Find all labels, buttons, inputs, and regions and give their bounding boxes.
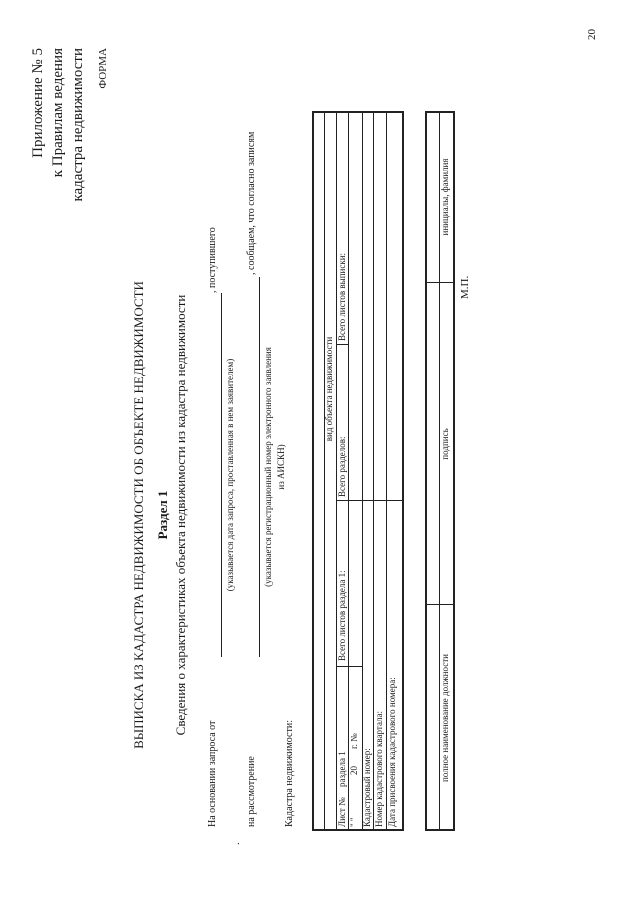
total-sheets-section-label: Всего листов раздела 1: xyxy=(337,570,347,661)
form-label: ФОРМА xyxy=(97,48,109,89)
date-blank-line xyxy=(221,293,222,657)
table-divider-b xyxy=(336,500,404,501)
date-hint: (указывается дата запроса, проставленная в нем заявителем) xyxy=(225,358,235,592)
year-number-label: г. № xyxy=(349,733,359,749)
cadastral-number-label: Кадастровый номер: xyxy=(362,748,372,827)
sheet-no-label: Лист № xyxy=(337,797,347,827)
table-divider-c xyxy=(336,344,348,345)
reg-hint-line-2: из АИСКН) xyxy=(276,444,286,490)
date-quotes: " " xyxy=(349,817,359,827)
table-divider-a xyxy=(336,666,362,667)
section-heading: Раздел 1 xyxy=(155,490,170,540)
name-label: инициалы, фамилия xyxy=(440,158,450,236)
review-label: на рассмотрение xyxy=(246,756,257,827)
basis-label: На основании запроса от xyxy=(207,720,218,827)
total-sheets-extract-label: Всего листов выписки: xyxy=(337,252,347,341)
cadastre-label: Кадастра недвижимости: xyxy=(284,720,295,827)
object-type-label: вид объекта недвижимости xyxy=(324,336,334,442)
section-ref-label: раздела 1 xyxy=(337,751,347,787)
signature-label: подпись xyxy=(440,428,450,460)
position-label: полное наименование должности xyxy=(440,654,450,782)
page-number: 20 xyxy=(586,29,598,40)
appendix-line-2: к Правилам ведения xyxy=(50,48,66,178)
margin-dot: . xyxy=(230,842,242,845)
stamp-mark: М.П. xyxy=(459,275,471,299)
basis-suffix: , поступившего xyxy=(207,227,218,293)
total-sections-label: Всего разделов: xyxy=(337,436,347,497)
assignment-date-label: Дата присвоения кадастрового номера: xyxy=(387,677,397,827)
table-rule-4 xyxy=(362,111,363,831)
reg-number-blank-line xyxy=(259,277,260,657)
section-subheading: Сведения о характеристиках объекта недвижимости из кадастра недвижимости xyxy=(173,294,188,736)
document-title: ВЫПИСКА ИЗ КАДАСТРА НЕДВИЖИМОСТИ ОБ ОБЪЕКТЕ НЕДВИЖИМОСТИ xyxy=(131,281,146,749)
table-rule-3 xyxy=(348,111,349,831)
cadastral-quarter-label: Номер кадастрового квартала: xyxy=(374,711,384,827)
appendix-line-1: Приложение № 5 xyxy=(30,48,46,158)
reg-hint-line-1: (указывается регистрационный номер электронного заявления xyxy=(263,347,273,587)
year-prefix: 20 xyxy=(349,766,359,775)
review-suffix: , сообщаем, что согласно записям xyxy=(246,131,257,275)
appendix-line-3: кадастра недвижимости xyxy=(70,48,86,202)
